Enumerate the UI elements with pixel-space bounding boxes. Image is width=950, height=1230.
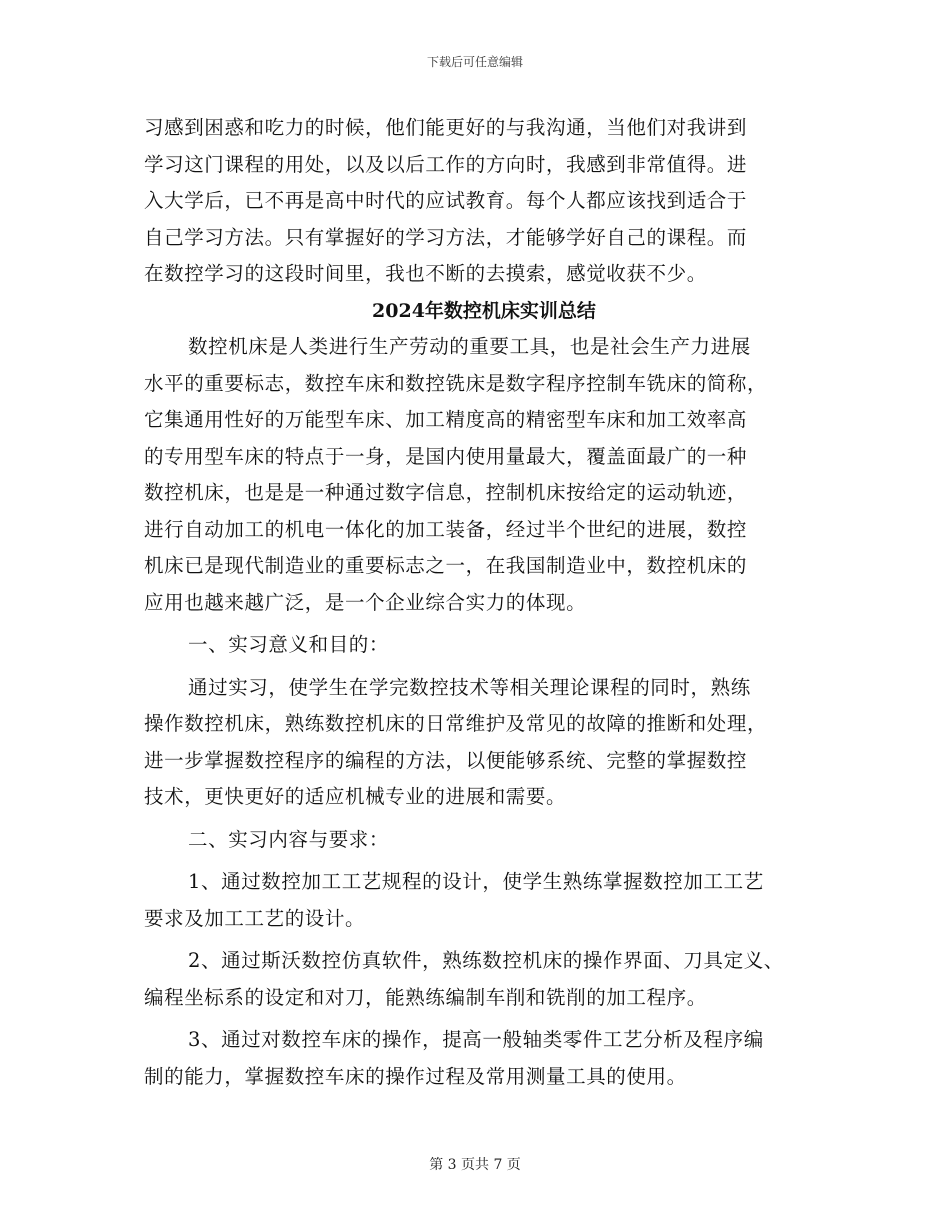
text-line: 通过实习，使学生在学完数控技术等相关理论课程的同时，熟练 — [188, 675, 751, 699]
text-line: 进行自动加工的机电一体化的加工装备，经过半个世纪的进展，数控 — [144, 517, 748, 541]
intro-paragraph — [144, 110, 824, 293]
text-line: 学习这门课程的用处，以及以后工作的方向时，我感到非常值得。进 — [144, 152, 748, 176]
text-line: 的专用型车床的特点于一身，是国内使用量最大，覆盖面最广的一种 — [144, 444, 748, 468]
text-line: 制的能力，掌握数控车床的操作过程及常用测量工具的使用。 — [144, 1064, 687, 1088]
text-line: 自己学习方法。只有掌握好的学习方法，才能够学好自己的课程。而 — [144, 225, 748, 249]
document-body — [144, 110, 824, 1095]
heading-content: 二、实习内容与要求： — [188, 827, 390, 851]
text-line: 机床已是现代制造业的重要标志之一，在我国制造业中，数控机床的 — [144, 554, 748, 577]
section-title: 2024年数控机床实训总结 — [372, 299, 596, 322]
page-header: 下载后可任意编辑 — [426, 55, 523, 69]
text-line: 在数控学习的这段时间里，我也不断的去摸索，感觉收获不少。 — [144, 262, 707, 285]
paragraph-overview — [144, 329, 824, 621]
text-line: 习感到困惑和吃力的时候，他们能更好的与我沟通，当他们对我讲到 — [144, 116, 748, 139]
text-line: 技术，更快更好的适应机械专业的进展和需要。 — [144, 785, 567, 808]
list-item-1 — [144, 864, 824, 937]
heading-purpose: 一、实习意义和目的： — [188, 633, 390, 656]
text-line: 3、通过对数控车床的操作，提高一般轴类零件工艺分析及程序编 — [188, 1028, 764, 1051]
list-item-2 — [144, 943, 824, 1016]
text-line: 入大学后，已不再是高中时代的应试教育。每个人都应该找到适合于 — [144, 189, 748, 212]
page-footer: 第 3 页共 7 页 — [429, 1157, 521, 1173]
text-line: 2、通过斯沃数控仿真软件，熟练数控机床的操作界面、刀具定义、 — [188, 949, 784, 972]
text-line: 数控机床，也是是一种通过数字信息，控制机床按给定的运动轨迹， — [144, 481, 748, 504]
paragraph-purpose — [144, 670, 824, 816]
text-line: 进一步掌握数控程序的编程的方法，以便能够系统、完整的掌握数控 — [144, 748, 748, 772]
text-line: 1、通过数控加工工艺规程的设计，使学生熟练掌握数控加工工艺 — [188, 870, 764, 893]
list-item-3 — [144, 1022, 824, 1095]
text-line: 它集通用性好的万能型车床、加工精度高的精密型车床和加工效率高 — [144, 408, 748, 431]
text-line: 编程坐标系的设定和对刀，能熟练编制车削和铣削的加工程序。 — [144, 985, 707, 1009]
text-line: 要求及加工工艺的设计。 — [144, 906, 366, 930]
text-line: 水平的重要标志，数控车床和数控铣床是数字程序控制车铣床的简称， — [144, 371, 768, 395]
text-line: 数控机床是人类进行生产劳动的重要工具，也是社会生产力进展 — [188, 335, 751, 358]
text-line: 操作数控机床，熟练数控机床的日常维护及常见的故障的推断和处理， — [144, 712, 768, 735]
text-line: 应用也越来越广泛，是一个企业综合实力的体现。 — [144, 590, 587, 614]
